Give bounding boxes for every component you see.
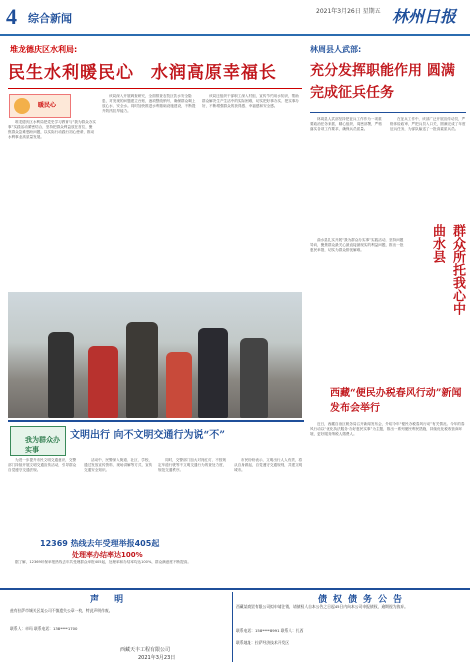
article-column: 堆龙德庆区水利局把党史学习教育与“我为群众办实事”实践活动紧密结合，坚持把群众利益放在首位，聚焦群众急难愁盼问题，以实际行动践行初心使命，推动水利事业高质量发展。	[8, 120, 96, 139]
notice-signature: 西藏天丰工程有限公司	[120, 647, 171, 653]
notice-divider	[0, 588, 470, 590]
article-column: 该局深入开展调查研究，全面排查农牧区饮水安全隐患，对发现的问题建立台账，逐项整改销号，确保群众喝上放心水、安全水。同时加快推进水利基础设施建设，不断提升防汛抗旱能力。	[102, 94, 196, 113]
notice-body: 西藏某商贸有限公司拟申请注销，请债权人自本公告之日起45日内向本公司申报债权，逾期视为放弃。	[236, 604, 408, 609]
article-headline: 民生水利暖民心 水润高原幸福长	[8, 63, 277, 83]
photo-figure	[198, 328, 228, 418]
photo-figure	[166, 352, 192, 418]
article-column: 该局还组织干部职工深入村组，宣传节约用水知识，帮助群众解决生产生活中的实际困难，切实把好事办实、把实事办好，不断增强群众的获得感、幸福感和安全感。	[202, 94, 300, 108]
notice-contact: 联系地址：拉萨经济技术开发区	[236, 640, 290, 645]
article-column: 为进一步提升市民文明交通意识，交警部门持续开展文明交通宣传活动，引导群众自觉遵守交通法规。	[8, 458, 77, 472]
headline-divider	[310, 112, 466, 113]
section-title: 综合新闻	[28, 12, 72, 25]
sun-icon	[14, 98, 30, 114]
notice-contact: 联系人：卓玛 联系电话：138****1700	[10, 626, 78, 631]
notice-title: 声 明	[90, 595, 130, 605]
notice-body: 兹有拉萨市城关区某公司不慎遗失公章一枚，特此声明作废。	[10, 608, 113, 613]
article-column: 活动中，民警深入街道、社区、学校，通过发放宣传资料、现场讲解等方式，宣传交通安全知识。	[84, 458, 153, 472]
article-column: 在征兵工作中，该部广泛开展宣传动员，严格体检政审，严把兵员入口关，圆满完成了年度征兵任务，为部队输送了一批高素质兵员。	[390, 117, 466, 131]
section-divider	[8, 420, 304, 422]
issue-date: 2021年3月26日 星期五	[316, 8, 381, 15]
column-logo-label: 我为群众办实事	[25, 436, 60, 454]
vertical-headline-line: 曲水县	[430, 224, 445, 263]
article-headline: 12369 热线去年受理举报405起	[40, 539, 160, 548]
notice-date: 2021年3月23日	[138, 655, 176, 661]
column-logo-label: 暖民心	[38, 102, 57, 109]
article-column: 曲水县扎实开展“我为群众办实事”实践活动，坚持问题导向，聚焦群众最关心最直接最现实的利益问题，推出一批惠民举措，切实为群众排忧解难。	[310, 238, 404, 252]
article-column: 林周县人武部坚持把征兵工作作为一项重要政治任务来抓，精心组织，周密部署，严格落实各项工作要求，确保兵员质量。	[310, 117, 382, 131]
photo-figure	[126, 322, 158, 418]
notice-contact: 联系电话：158****8991 联系人：扎西	[236, 628, 304, 633]
news-photo	[8, 292, 302, 418]
article-headline: 西藏“便民办税春风行动”新闻发布会举行	[330, 388, 462, 414]
newspaper-brand: 林州日报	[392, 7, 457, 26]
article-column: 同时，交警部门加大对闯红灯、不按规定车道行驶等不文明交通行为的查处力度，规范交通秩序。	[158, 458, 227, 472]
column-logo	[9, 94, 71, 118]
vertical-headline-line: 群众所托我心中	[450, 224, 465, 315]
article-column: 市民纷纷表示，文明出行人人有责，将从自身做起，自觉遵守交通规则，共建文明城市。	[234, 458, 303, 472]
page-number: 4	[6, 4, 17, 29]
photo-figure	[88, 346, 118, 418]
photo-figure	[240, 338, 268, 418]
photo-figure	[48, 332, 74, 418]
article-headline: 文明出行 向不文明交通行为说“不”	[70, 430, 225, 441]
article-subheadline: 处理率办结率达100%	[72, 551, 143, 559]
headline-divider	[8, 88, 302, 89]
notice-title: 债权债务公告	[318, 595, 409, 605]
vertical-headline	[410, 224, 466, 374]
column-logo	[10, 426, 66, 456]
article-headline: 充分发挥职能作用 圆满完成征兵任务	[310, 63, 455, 101]
article-kicker: 林周县人武部:	[310, 45, 362, 54]
notice-separator	[232, 592, 233, 662]
article-column: 近日，西藏自治区税务局召开新闻发布会，介绍今年“便民办税春风行动”有关情况。今年的春风行动以“优化执法服务·办好惠民实事”为主题，推出一系列便民利民措施，持续优化税收营商环境，更好服务纳税人缴费人。	[310, 422, 465, 436]
article-kicker: 堆龙德庆区水利局:	[10, 45, 78, 54]
article-column: 据了解，12369环保举报热线去年共受理群众举报405起，处理率和办结率均达100%，群众满意度不断提高。	[15, 560, 191, 564]
